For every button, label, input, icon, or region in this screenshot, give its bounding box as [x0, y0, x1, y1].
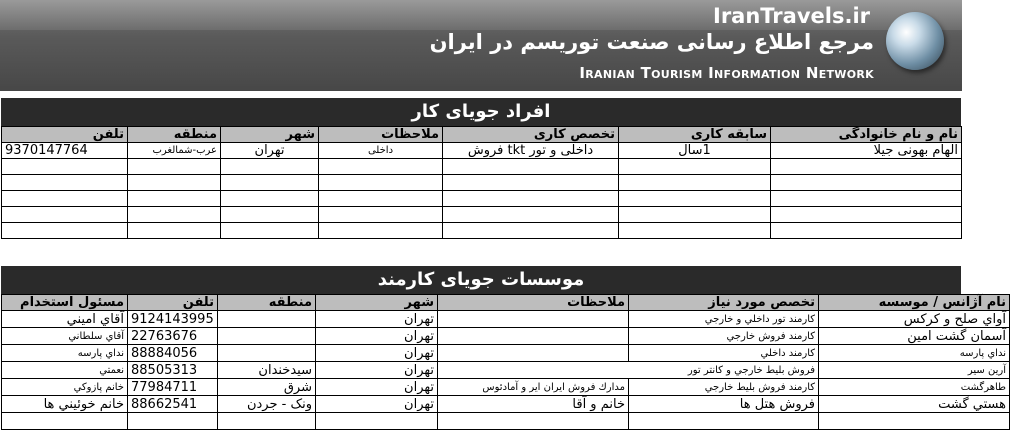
col-header-city: شهر: [221, 127, 319, 143]
cell: تهران: [316, 379, 438, 396]
cell: خانم و آقا: [438, 396, 629, 413]
table-header-row: [2, 127, 962, 143]
cell: [619, 159, 771, 175]
cell: هستي گشت: [819, 396, 1010, 413]
cell: [771, 175, 962, 191]
cell: [221, 207, 319, 223]
cell: تهران: [316, 311, 438, 328]
cell: 1سال: [619, 143, 771, 159]
cell: [771, 191, 962, 207]
cell: داخلی: [319, 143, 443, 159]
col-header-region: منطقه: [218, 295, 316, 311]
cell: [819, 413, 1010, 430]
cell: [2, 207, 128, 223]
cell: آواي صلح و كركس: [819, 311, 1010, 328]
col-header-hiring-contact: مسئول استخدام: [2, 295, 128, 311]
table-row: [2, 223, 962, 239]
cell: [128, 223, 221, 239]
site-banner: [0, 0, 962, 91]
cell: [438, 345, 629, 362]
table-row: [2, 413, 1010, 430]
col-header-experience: سابقه کاری: [619, 127, 771, 143]
table-row: [2, 396, 1010, 413]
cell: فروش هتل ها: [629, 396, 819, 413]
cell: [316, 413, 438, 430]
cell: آسمان گشت امین: [819, 328, 1010, 345]
cell: [319, 191, 443, 207]
cell: [443, 191, 619, 207]
cell: خانم خوئيني ها: [2, 396, 128, 413]
cell: [619, 175, 771, 191]
col-header-region: منطقه: [128, 127, 221, 143]
cell: داخلی و تور tkt فروش: [443, 143, 619, 159]
cell: تهران: [221, 143, 319, 159]
cell: [771, 223, 962, 239]
cell: تهران: [316, 396, 438, 413]
cell: [438, 328, 629, 345]
cell: 77984711: [128, 379, 218, 396]
cell: [2, 191, 128, 207]
col-header-name: نام و نام خانوادگی: [771, 127, 962, 143]
cell: [319, 159, 443, 175]
cell: [619, 207, 771, 223]
cell: [221, 159, 319, 175]
cell: [221, 175, 319, 191]
table-row: [2, 143, 962, 159]
cell: [2, 175, 128, 191]
cell: [319, 207, 443, 223]
cell: الهام بهونی جیلا: [771, 143, 962, 159]
banner-english-title: Iranian Tourism Information Network: [579, 64, 874, 82]
cell: 88884056: [128, 345, 218, 362]
cell: عرب-شمالغرب: [128, 143, 221, 159]
table-row: [2, 328, 1010, 345]
col-header-required-specialty: تخصص مورد نیاز: [629, 295, 819, 311]
job-seekers-title: افراد جویای کار: [1, 98, 961, 126]
col-header-agency: نام آژانس / موسسه: [819, 295, 1010, 311]
cell: [128, 413, 218, 430]
cell: طاهرگشت: [819, 379, 1010, 396]
table-row: [2, 175, 962, 191]
table-row: [2, 362, 1010, 379]
cell: [2, 223, 128, 239]
cell: تهران: [316, 362, 438, 379]
globe-icon: [886, 12, 944, 70]
cell: تهران: [316, 345, 438, 362]
table-header-row: [2, 295, 1010, 311]
cell: خانم پازوكي: [2, 379, 128, 396]
cell: [619, 223, 771, 239]
cell: 9124143995: [128, 311, 218, 328]
cell: [319, 175, 443, 191]
cell: [128, 207, 221, 223]
col-header-phone: تلفن: [2, 127, 128, 143]
cell: 88662541: [128, 396, 218, 413]
job-seekers-table: [1, 126, 962, 239]
col-header-city: شهر: [316, 295, 438, 311]
cell: [629, 413, 819, 430]
cell: ونک - جردن: [218, 396, 316, 413]
cell: فروش بليط خارجي و كانتر تور: [438, 362, 819, 379]
cell: كارمند داخلي: [629, 345, 819, 362]
cell: 9370147764: [2, 143, 128, 159]
cell: مدارك فروش ايران اير و آمادئوس: [438, 379, 629, 396]
col-header-notes: ملاحظات: [319, 127, 443, 143]
cell: 22763676: [128, 328, 218, 345]
cell: [221, 191, 319, 207]
cell: 88505313: [128, 362, 218, 379]
cell: [128, 159, 221, 175]
table-row: [2, 345, 1010, 362]
cell: [438, 413, 629, 430]
employers-table: [1, 294, 1010, 430]
cell: [218, 311, 316, 328]
banner-persian-title: مرجع اطلاع رسانی صنعت توریسم در ایران: [429, 30, 874, 54]
cell: [2, 159, 128, 175]
cell: [218, 413, 316, 430]
table-row: [2, 191, 962, 207]
cell: [218, 345, 316, 362]
table-row: [2, 311, 1010, 328]
cell: [438, 311, 629, 328]
cell: آرين سير: [819, 362, 1010, 379]
cell: [128, 175, 221, 191]
cell: شرق: [218, 379, 316, 396]
cell: [2, 413, 128, 430]
cell: [443, 159, 619, 175]
cell: آقاي اميني: [2, 311, 128, 328]
cell: سیدخندان: [218, 362, 316, 379]
cell: [619, 191, 771, 207]
cell: [218, 328, 316, 345]
employers-title: موسسات جویای کارمند: [1, 266, 961, 294]
col-header-specialty: تخصص کاری: [443, 127, 619, 143]
cell: كارمند تور داخلي و خارجي: [629, 311, 819, 328]
cell: آقاي سلطاني: [2, 328, 128, 345]
cell: كارمند فروش خارجي: [629, 328, 819, 345]
cell: [221, 223, 319, 239]
cell: تهران: [316, 328, 438, 345]
cell: [771, 207, 962, 223]
site-domain: IranTravels.ir: [713, 4, 870, 28]
table-row: [2, 207, 962, 223]
cell: [443, 223, 619, 239]
cell: [443, 207, 619, 223]
cell: نعمتي: [2, 362, 128, 379]
table-row: [2, 159, 962, 175]
cell: [128, 191, 221, 207]
table-row: [2, 379, 1010, 396]
cell: كارمند فروش بليط خارجي: [629, 379, 819, 396]
cell: [443, 175, 619, 191]
cell: نداي پارسه: [819, 345, 1010, 362]
cell: [771, 159, 962, 175]
col-header-phone: تلفن: [128, 295, 218, 311]
cell: [319, 223, 443, 239]
col-header-notes: ملاحظات: [438, 295, 629, 311]
cell: نداي پارسه: [2, 345, 128, 362]
